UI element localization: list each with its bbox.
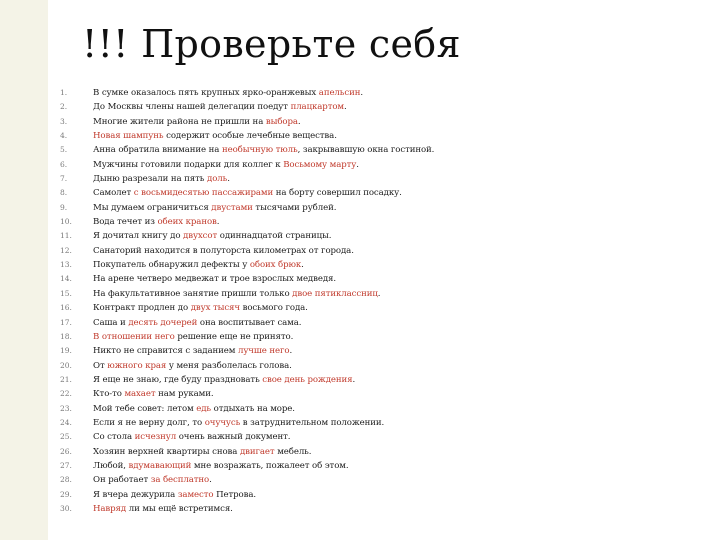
item-number: 11. [60,231,72,241]
sentence-fragment: На факультативное занятие пришли только [93,288,293,299]
sentence-text [93,344,292,358]
highlighted-error: выборa [265,116,298,127]
list-item [60,143,710,157]
sentence-text [93,430,290,444]
sentence-fragment: . [360,88,363,98]
highlighted-error: с восьмидесятью пассажирами [133,188,274,199]
sentence-fragment: содержит особые лечебные вещества. [163,131,337,142]
sentence-fragment: отдыхать на море. [211,403,295,414]
highlighted-error: апельсин [318,88,361,98]
item-number: 25. [60,432,72,442]
list-item [60,272,710,286]
sentence-fragment: Дыню разрезали на пять [93,174,207,185]
item-number: 2. [60,102,68,112]
highlighted-error: очучусь [204,417,241,428]
sentence-text [93,459,349,473]
item-number: 7. [60,174,68,184]
list-item [60,430,710,444]
sentence-fragment: . [344,102,347,113]
highlighted-error: Восьмому марту [283,159,357,170]
list-item [60,100,710,114]
list-item [60,201,710,215]
sentence-text [93,272,336,286]
sentence-fragment: Мы думаем ограничиться [93,202,212,213]
list-item [60,402,710,416]
sentence-fragment: . [377,288,381,299]
list-item [60,373,710,387]
item-number: 24. [60,417,72,427]
sentence-text [93,158,359,172]
sentence-fragment: Хозяин верхней квартиры снова [93,446,240,457]
sentence-text [93,488,256,502]
sentence-fragment: решение еще не принято. [174,331,294,342]
highlighted-error: исчезнул [134,432,177,443]
highlighted-error: едь [196,403,212,414]
list-item [60,301,710,315]
sentence-fragment: очень важный документ. [176,432,291,443]
sentence-fragment: Он работает [93,475,151,486]
highlighted-error: Новая шампунь [93,131,164,142]
sentence-text [93,330,293,344]
list-item [60,488,710,502]
sentence-fragment: . [216,217,220,228]
sentence-fragment: Никто не справится с заданием [93,346,238,357]
highlighted-error: В отношении него [93,331,175,342]
sentence-fragment: . [209,475,212,486]
list-item [60,172,710,186]
item-number: 20. [60,360,72,370]
list-item [60,344,710,358]
item-number: 18. [60,331,72,341]
item-number: 16. [60,303,72,313]
sentence-fragment: Вода течет из [93,217,158,228]
sentence-fragment: на борту совершил посадку. [273,188,402,199]
item-number: 21. [60,374,72,384]
list-item [60,287,710,301]
sentence-text [93,129,337,143]
sentence-fragment: До Москвы члены нашей делегации поедут [93,102,291,113]
sentence-text [93,445,311,459]
sentence-text [93,359,292,373]
sentence-fragment: Петрова. [213,489,256,500]
sentence-fragment: мебель. [274,446,312,457]
highlighted-error: за бесплатно [150,475,210,486]
highlighted-error: обеих кранов [157,217,217,228]
list-item [60,158,710,172]
list-item [60,473,710,487]
item-number: 13. [60,260,72,270]
sentence-text [93,258,304,272]
list-item [60,445,710,459]
list-item [60,186,710,200]
highlighted-error: лучше него [237,346,290,357]
sentence-fragment: Многие жители района не пришли на [93,116,266,127]
sentence-text [93,301,308,315]
sentence-text [93,201,336,215]
sentence-text [93,186,402,200]
list-item [60,215,710,229]
sentence-fragment: Санаторий находится в полуторста километрах от города. [93,245,354,256]
sentence-fragment: она воспитывает сама. [197,317,302,328]
sentence-fragment: . [301,260,304,271]
sentence-fragment: Покупатель обнаружил дефекты у [93,260,250,271]
item-number: 19. [60,346,72,356]
list-item [60,316,710,330]
sentence-fragment: В сумке оказалось пять крупных ярко-оранжевых [93,88,319,98]
sentence-fragment: Мой тебе совет: летом [93,403,197,414]
item-number: 12. [60,245,72,255]
sentence-fragment: . [289,346,293,357]
item-number: 30. [60,503,72,513]
item-number: 3. [60,116,68,126]
sentence-fragment: Со стола [93,432,135,443]
list-item [60,115,710,129]
item-number: 14. [60,274,72,284]
item-number: 29. [60,489,72,499]
sentence-text [93,473,212,487]
list-item [60,244,710,258]
list-item [60,416,710,430]
sentence-text [93,100,347,114]
sentence-fragment: восьмого года. [239,303,308,314]
sentence-text [93,287,380,301]
sentence-fragment: Если я не верну долг, то [93,417,205,428]
sentence-fragment: . [356,159,359,170]
highlighted-error: плацкартом [290,102,345,113]
highlighted-error: свое день рождения [262,374,353,385]
sentence-fragment: . [352,374,356,385]
sentence-text [93,115,301,129]
list-item [60,129,710,143]
highlighted-error: вдумавающий [128,460,192,471]
highlighted-error: двух тысяч [190,303,240,314]
left-sidebar-band [0,0,48,540]
list-item [60,229,710,243]
item-number: 6. [60,159,68,169]
sentence-fragment: На арене четверо медвежат и трое взрослых медведя. [93,274,336,285]
item-number: 26. [60,446,72,456]
list-item [60,387,710,401]
sentence-fragment: Анна обратила внимание на [93,145,222,156]
sentence-fragment: одиннадцатой страницы. [217,231,332,242]
sentence-fragment: Я вчера дежурила [93,489,178,500]
sentence-text [93,502,233,516]
sentence-fragment: мне возражать, пожалеет об этом. [191,460,349,471]
highlighted-error: обоих брюк [249,260,302,271]
item-number: 4. [60,131,68,141]
sentence-fragment: . [227,174,230,185]
sentence-fragment: Мужчины готовили подарки для коллег к [93,159,284,170]
sentence-fragment: , закрывавшую окна гостиной. [297,145,435,156]
list-item [60,330,710,344]
item-number: 23. [60,403,72,413]
highlighted-error: доль [207,174,228,185]
item-number: 28. [60,475,72,485]
highlighted-error: двигает [239,446,275,457]
sentence-text [93,316,301,330]
sentence-text [93,416,384,430]
sentence-fragment: нам руками. [155,389,214,400]
highlighted-error: махает [124,389,156,400]
sentence-fragment: Любой, [93,460,129,471]
sentence-fragment: Контракт продлен до [93,303,191,314]
sentence-fragment: Я дочитал книгу до [93,231,184,242]
highlighted-error: необычную тюль [221,145,298,156]
sentence-fragment: тысячами рублей. [252,202,337,213]
sentence-fragment: в затруднительном положении. [240,417,385,428]
highlighted-error: двухсот [183,231,218,242]
highlighted-error: южного края [107,360,167,371]
highlighted-error: Навряд [93,503,127,514]
list-item [60,459,710,473]
highlighted-error: двое пятиклассниц [292,288,378,299]
item-number: 27. [60,460,72,470]
sentence-text [93,244,354,258]
sentence-list [60,86,710,516]
highlighted-error: двустами [211,202,253,213]
list-item [60,258,710,272]
sentence-fragment: . [297,116,301,127]
item-number: 1. [60,88,68,97]
item-number: 10. [60,217,72,227]
sentence-text [93,172,230,186]
sentence-text [93,143,434,157]
item-number: 5. [60,145,68,155]
sentence-fragment: Кто-то [93,389,125,400]
sentence-text [93,402,295,416]
list-item [60,502,710,516]
slide-title: !!! Проверьте себя [82,22,461,66]
sentence-fragment: Саша и [93,317,129,328]
sentence-text [93,86,363,100]
sentence-fragment: От [93,360,108,371]
item-number: 15. [60,288,72,298]
list-item [60,359,710,373]
item-number: 22. [60,389,72,399]
sentence-text [93,215,219,229]
sentence-fragment: ли мы ещё встретимся. [126,503,233,514]
sentence-text [93,229,331,243]
item-number: 8. [60,188,68,198]
sentence-fragment: Самолет [93,188,134,199]
item-number: 9. [60,202,68,212]
sentence-fragment: Я еще не знаю, где буду праздновать [93,374,263,385]
sentence-text [93,373,355,387]
item-number: 17. [60,317,72,327]
list-item [60,86,710,100]
highlighted-error: десять дочерей [128,317,198,328]
highlighted-error: заместо [177,489,214,500]
sentence-text [93,387,213,401]
sentence-fragment: у меня разболелась голова. [166,360,292,371]
